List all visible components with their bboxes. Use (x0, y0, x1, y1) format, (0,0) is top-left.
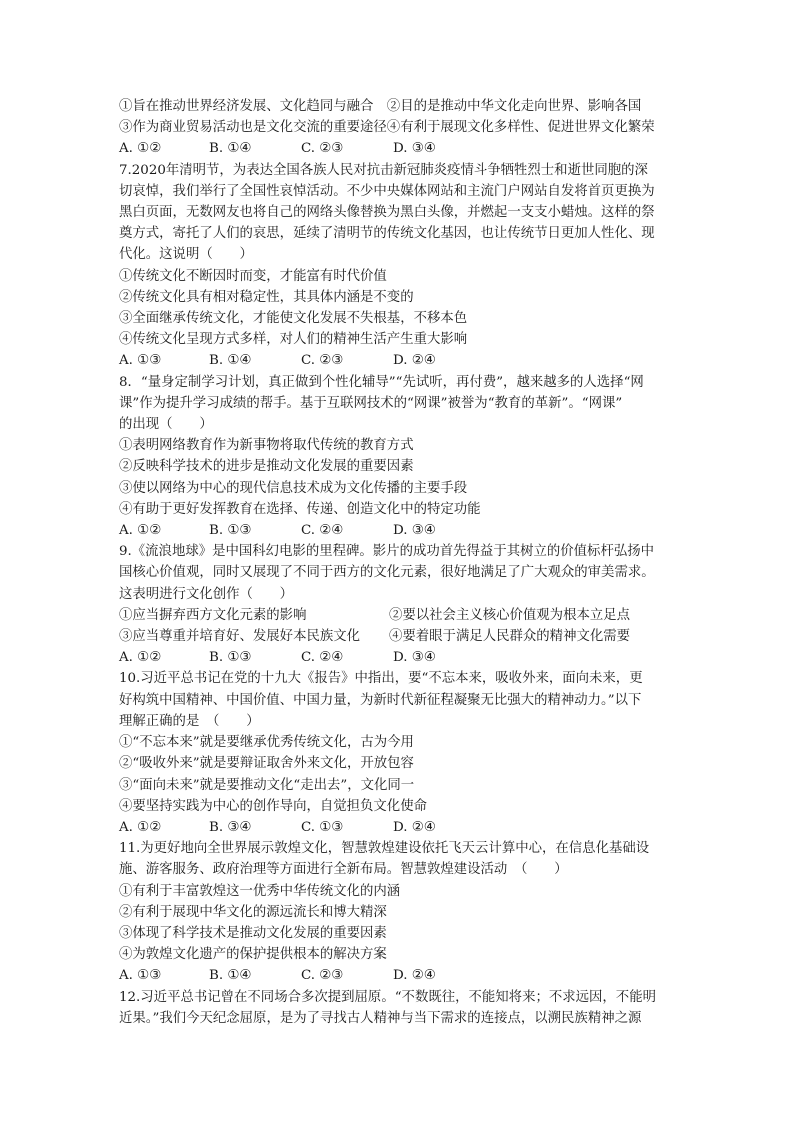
statement: ③使以网络为中心的现代信息技术成为文化传播的主要手段 (119, 480, 468, 496)
option-c[interactable]: C. ②④ (301, 650, 344, 666)
question-stem-line: 这表明进行文化创作（ ） (119, 586, 294, 602)
question-stem-line: 课”作为提升学习成绩的帮手。基于互联网技术的“网课”被誉为“教育的革新”。“网课” (119, 395, 623, 411)
statement: ①表明网络教育作为新事物将取代传统的教育方式 (119, 438, 414, 454)
option-a[interactable]: A. ①② (119, 141, 162, 157)
statement: ③作为商业贸易活动也是文化交流的重要途径④有利于展现文化多样性、促进世界文化繁荣 (119, 120, 655, 136)
option-b[interactable]: B. ①③ (209, 650, 252, 666)
statement: ①有利于丰富敦煌这一优秀中华传统文化的内涵 (119, 883, 401, 899)
statement: ④为敦煌文化遗产的保护提供根本的解决方案 (119, 947, 387, 963)
statement: ③“面向未来”就是要推动文化“走出去”，文化同一 (119, 777, 415, 793)
question-stem-line: 奠方式，寄托了人们的哀思，延续了清明节的传统文化基因，也让传统节日更加人性化、现 (119, 226, 655, 242)
option-c[interactable]: C. ①③ (301, 819, 344, 835)
question-stem-line: 8．“量身定制学习计划，真正做到个性化辅导”“先试听，再付费”，越来越多的人选择“网 (119, 374, 644, 390)
question-stem-line: 黑白页面，无数网友也将自己的网络头像替换为黑白头像，并燃起一支支小蜡烛。这样的祭 (119, 205, 655, 221)
question-stem-line: 施、游客服务、政府治理等方面进行全新布局。智慧敦煌建设活动 （ ） (119, 862, 568, 878)
statement: ④传统文化呈现方式多样，对人们的精神生活产生重大影响 (119, 332, 468, 348)
statement: ②反映科学技术的进步是推动文化发展的重要因素 (119, 459, 414, 475)
question-stem-line: 好构筑中国精神、中国价值、中国力量，为新时代新征程凝聚无比强大的精神动力。”以下 (119, 692, 642, 708)
option-a[interactable]: A. ①② (119, 523, 162, 539)
statement: ④要着眼于满足人民群众的精神文化需要 (389, 629, 631, 645)
exam-page (119, 96, 679, 1029)
question-stem-line: 11.为更好地向全世界展示敦煌文化，智慧敦煌建设依托飞天云计算中心，在信息化基础设 (119, 841, 650, 857)
answer-options (119, 138, 679, 159)
option-a[interactable]: A. ①② (119, 819, 162, 835)
question-11 (119, 838, 679, 986)
statement-row (119, 626, 679, 647)
option-c[interactable]: C. ②④ (301, 523, 344, 539)
question-stem-line: 国核心价值观，同时又展现了不同于西方的文化元素，很好地满足了广大观众的审美需求。 (119, 565, 655, 581)
statement: ②要以社会主义核心价值观为根本立足点 (389, 607, 631, 623)
question-stem-line: 切哀悼，我们举行了全国性哀悼活动。不少中央媒体网站和主流门户网站自发将首页更换为 (119, 183, 655, 199)
question-stem-line: 的出现（ ） (119, 417, 213, 433)
question-stem-line: 代化。这说明（ ） (119, 247, 253, 263)
question-12 (119, 987, 679, 1029)
question-stem-line: 理解正确的是 （ ） (119, 713, 260, 729)
question-9 (119, 541, 679, 668)
question-6-tail (119, 96, 679, 160)
option-c[interactable]: C. ②③ (301, 968, 344, 984)
question-10 (119, 668, 679, 838)
option-c[interactable]: C. ②③ (301, 353, 344, 369)
question-stem-line: 10.习近平总书记在党的十九大《报告》中指出，要“不忘本来，吸收外来，面向未来，更 (119, 671, 643, 687)
option-d[interactable]: D. ③④ (393, 523, 436, 539)
statement: ④要坚持实践为中心的创作导向，自觉担负文化使命 (119, 798, 427, 814)
question-stem-line: 7.2020年清明节，为表达全国各族人民对抗击新冠肺炎疫情斗争牺牲烈士和逝世同胞的深 (119, 162, 648, 178)
statement: ①旨在推动世界经济发展、文化趋同与融合 ②目的是推动中华文化走向世界、影响各国 (119, 99, 642, 114)
question-stem-line: 9.《流浪地球》是中国科幻电影的里程碑。影片的成功首先得益于其树立的价值标杆弘扬中 (119, 544, 655, 560)
statement: ②有利于展现中华文化的源远流长和博大精深 (119, 904, 387, 920)
option-a[interactable]: A. ①③ (119, 968, 162, 984)
statement: ②传统文化具有相对稳定性，其具体内涵是不变的 (119, 289, 414, 305)
option-b[interactable]: B. ①③ (209, 523, 252, 539)
answer-options (119, 647, 679, 668)
option-b[interactable]: B. ①④ (209, 353, 252, 369)
statement: ①传统文化不断因时而变，才能富有时代价值 (119, 268, 387, 284)
statement: ①“不忘本来”就是要继承优秀传统文化，古为今用 (119, 735, 414, 751)
option-d[interactable]: D. ②④ (393, 819, 436, 835)
statement: ③应当尊重并培育好、发展好本民族文化 (119, 629, 361, 645)
option-b[interactable]: B. ①④ (209, 141, 252, 157)
option-c[interactable]: C. ②③ (301, 141, 344, 157)
answer-options (119, 817, 679, 838)
option-b[interactable]: B. ①④ (209, 968, 252, 984)
option-d[interactable]: D. ③④ (393, 650, 436, 666)
question-7 (119, 160, 679, 372)
statement: ②“吸收外来”就是要辩证取舍外来文化，开放包容 (119, 756, 414, 772)
option-b[interactable]: B. ③④ (209, 819, 252, 835)
answer-options (119, 520, 679, 541)
answer-options (119, 965, 679, 986)
option-d[interactable]: D. ②④ (393, 968, 436, 984)
option-d[interactable]: D. ②④ (393, 353, 436, 369)
answer-options (119, 350, 679, 371)
question-stem-line: 近果。”我们今天纪念屈原，是为了寻找古人精神与当下需求的连接点，以溯民族精神之源 (119, 1010, 642, 1026)
statement: ①应当摒弃西方文化元素的影响 (119, 607, 307, 623)
statement: ③体现了科学技术是推动文化发展的重要因素 (119, 925, 387, 941)
question-8 (119, 372, 679, 542)
option-a[interactable]: A. ①② (119, 650, 162, 666)
question-stem-line: 12.习近平总书记曾在不同场合多次提到屈原。“不数既往，不能知将来；不求远因，不能明 (119, 989, 656, 1005)
option-d[interactable]: D. ③④ (393, 141, 436, 157)
statement-row (119, 605, 679, 626)
option-a[interactable]: A. ①③ (119, 353, 162, 369)
statement: ④有助于更好发挥教育在选择、传递、创造文化中的特定功能 (119, 501, 481, 517)
statement: ③全面继承传统文化，才能使文化发展不失根基，不移本色 (119, 311, 468, 327)
